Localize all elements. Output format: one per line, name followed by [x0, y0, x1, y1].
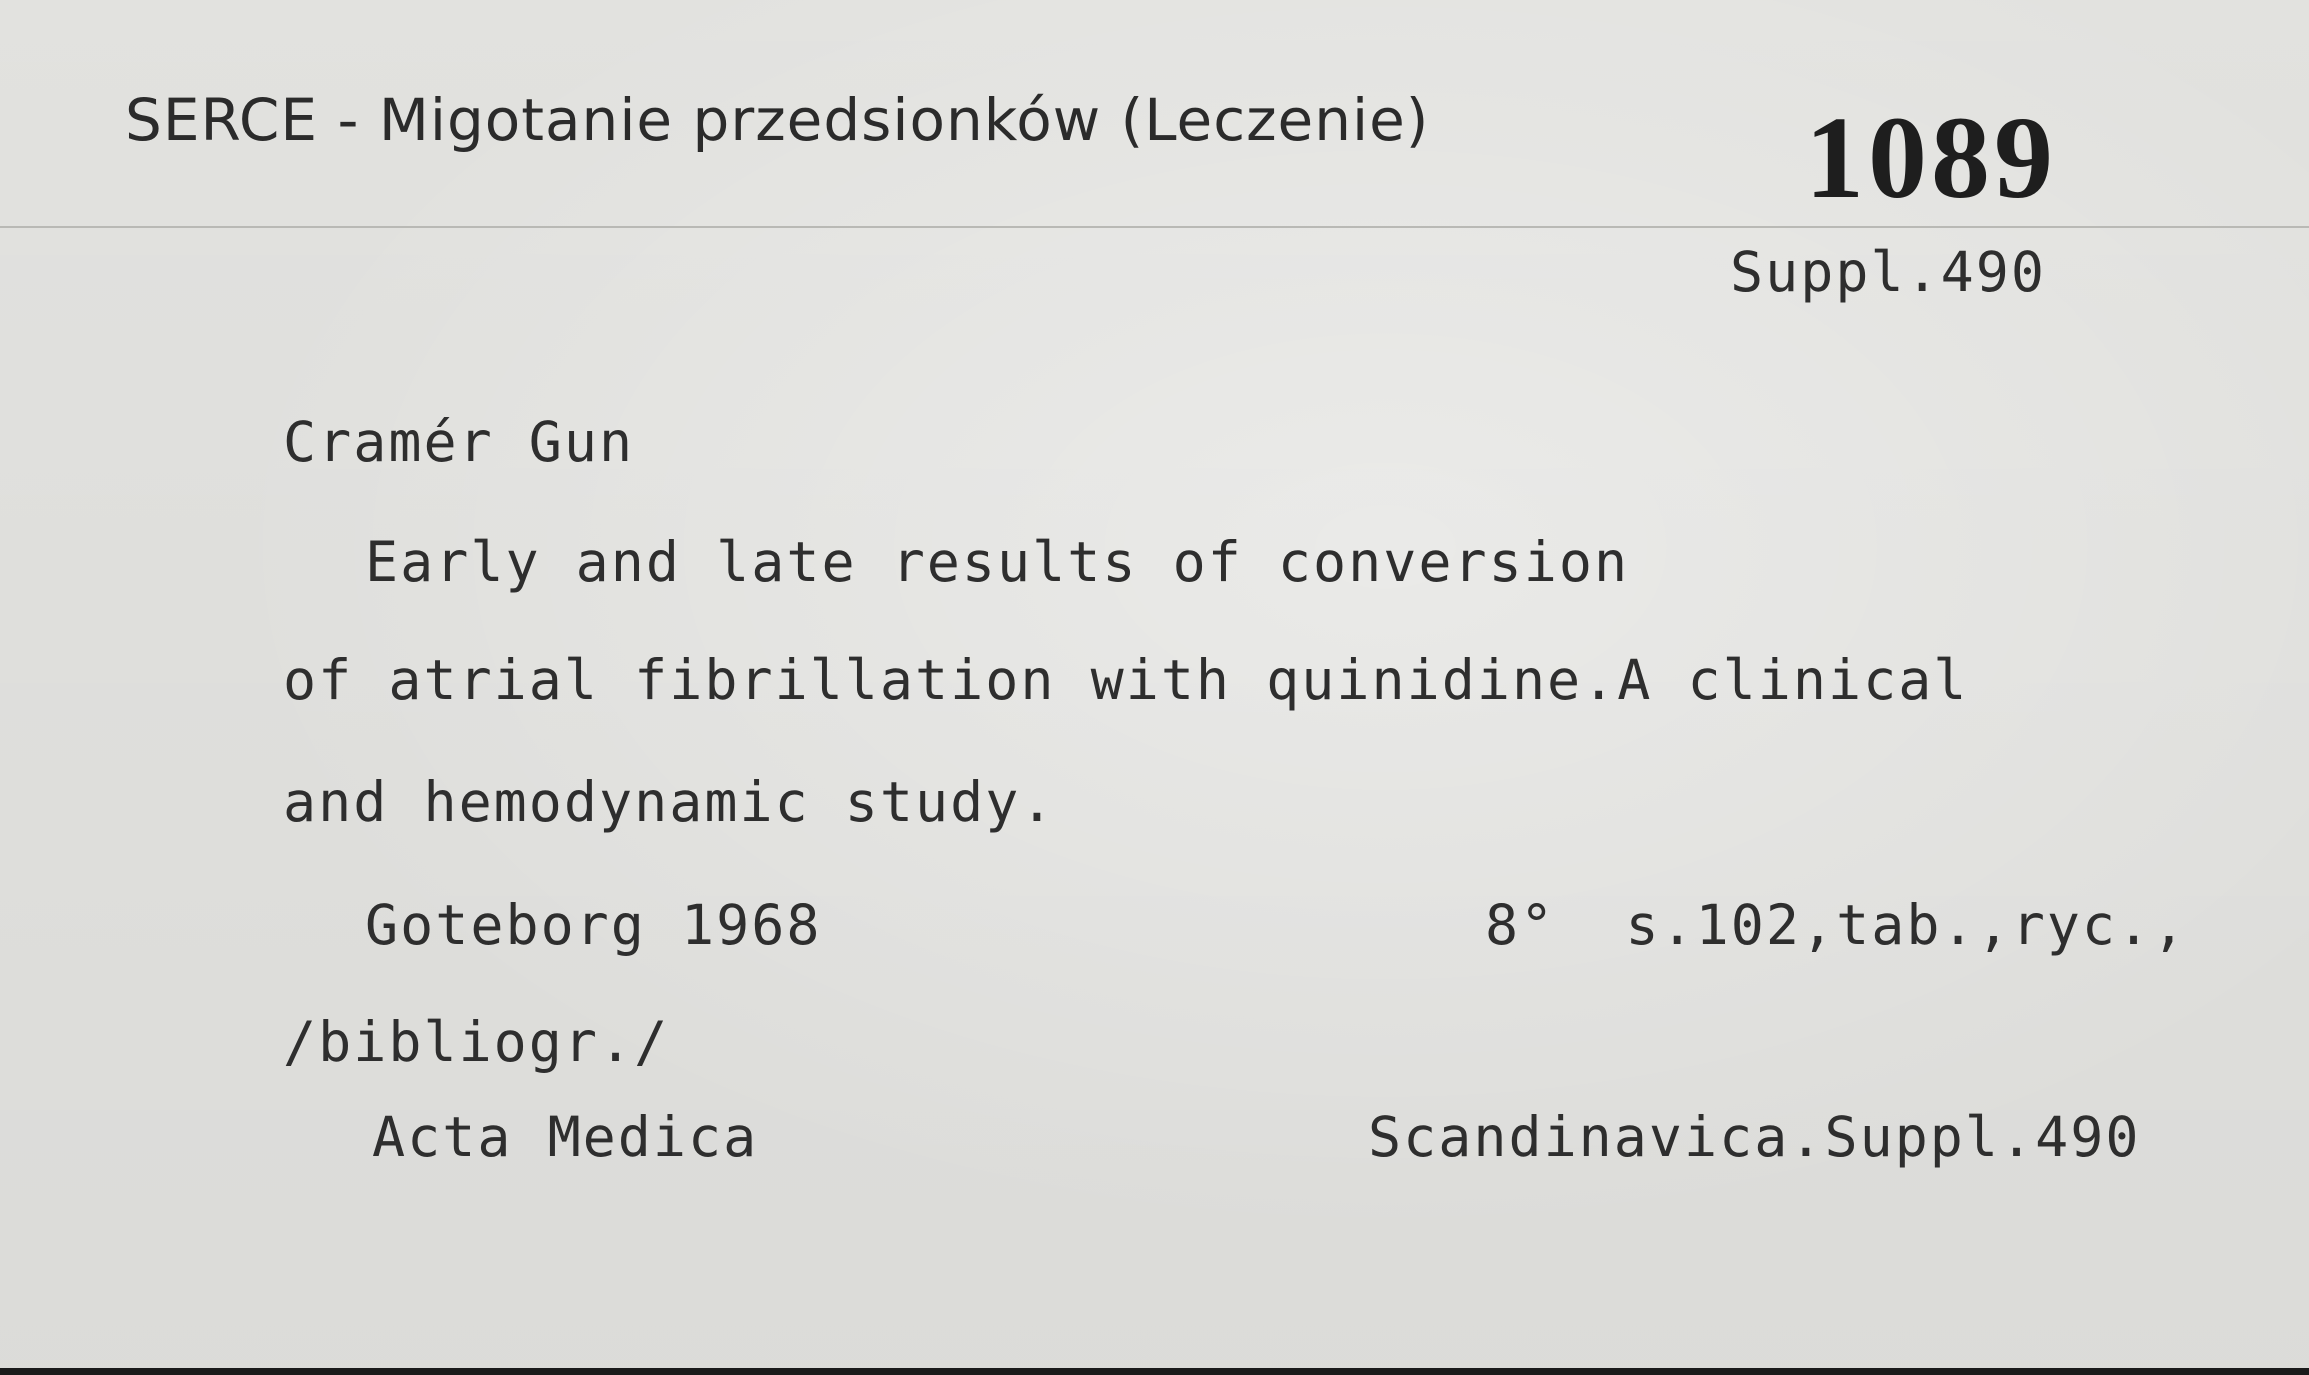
heading-rule [0, 226, 2309, 228]
bibliography-note: /bibliogr./ [283, 1010, 670, 1074]
supplement-number-top: Suppl.490 [1730, 240, 2047, 304]
title-line-2: of atrial fibrillation with quinidine.A clinical [283, 648, 1969, 712]
subject-heading: SERCE - Migotanie przedsionków (Leczenie) [125, 86, 1430, 154]
card-bottom-edge [0, 1368, 2309, 1375]
place-year: Goteborg 1968 [365, 893, 822, 957]
title-line-1: Early and late results of conversion [365, 530, 1630, 594]
call-number: 1089 [1805, 92, 2057, 223]
format-pages: 8° s.102,tab.,ryc., [1485, 893, 2188, 957]
author: Cramér Gun [283, 410, 635, 474]
series-left: Acta Medica [372, 1105, 759, 1169]
series-right: Scandinavica.Suppl.490 [1368, 1105, 2141, 1169]
title-line-3: and hemodynamic study. [283, 770, 1056, 834]
